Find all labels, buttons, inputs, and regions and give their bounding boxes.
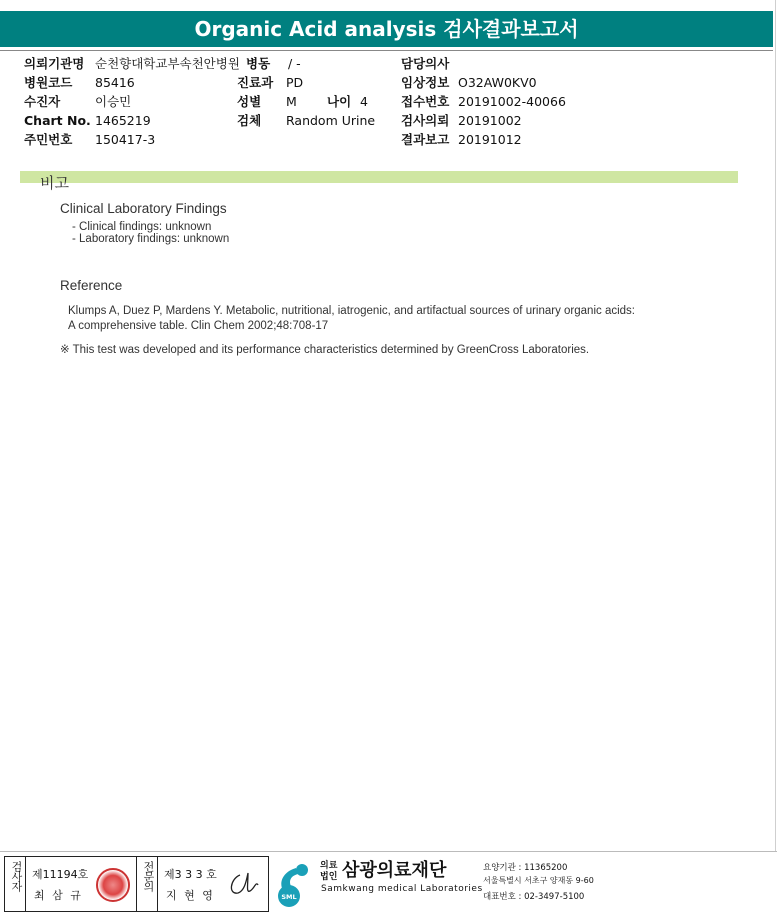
resident-no-value: 150417-3 (95, 132, 156, 147)
reference-title: Reference (60, 278, 123, 293)
findings-item: - Laboratory findings: unknown (72, 233, 230, 245)
org-address: 서울특별시 서초구 양재동 9-60 (483, 876, 594, 885)
specialist-label: 전문의 (142, 861, 155, 891)
examiner-seal (96, 868, 130, 902)
report-title-bar (0, 11, 773, 47)
clinical-info-label: 임상정보 (401, 75, 450, 90)
examiner-label: 검사자 (10, 861, 23, 891)
specialist-name: 지 현 영 (166, 889, 215, 902)
org-prefix: 의료법인 (320, 861, 338, 882)
sml-logo-icon (272, 860, 316, 908)
report-date-value: 20191012 (458, 132, 522, 147)
hospital-code-label: 병원코드 (24, 75, 73, 90)
request-date-label: 검사의뢰 (401, 113, 450, 128)
specimen-value: Random Urine (286, 113, 376, 128)
examiner-license: 제11194호 (32, 868, 89, 881)
chart-no-label: Chart No. (24, 113, 91, 128)
specialist-label-cell (137, 857, 158, 911)
report-date-label: 결과보고 (401, 132, 450, 147)
title-divider (0, 50, 773, 51)
reference-line: Klumps A, Duez P, Mardens Y. Metabolic, nutritional, iatrogenic, and artifactual sources of urinary organic acids: (68, 305, 635, 317)
report-title: Organic Acid analysis 검사결과보고서 (194, 17, 579, 41)
org-name: 삼광의료재단 (342, 860, 447, 881)
examiner-name: 최 삼 규 (34, 889, 83, 902)
care-institution-no: 요양기관 : 11365200 (483, 863, 568, 873)
org-phone: 대표번호 : 02-3497-5100 (483, 892, 585, 902)
sml-logo-text: SML (281, 893, 297, 901)
resident-no-label: 주민번호 (24, 132, 73, 147)
clinical-info-value: O32AW0KV0 (458, 75, 537, 90)
receipt-no-label: 접수번호 (401, 94, 450, 109)
reference-text (68, 304, 635, 334)
examinee-value: 이승민 (95, 94, 132, 109)
receipt-no-value: 20191002-40066 (458, 94, 566, 109)
findings-title: Clinical Laboratory Findings (60, 201, 227, 216)
reference-line: A comprehensive table. Clin Chem 2002;48:708-17 (68, 320, 329, 332)
specialist-license: 제3 3 3 호 (164, 868, 217, 881)
specialist-cell (158, 857, 268, 911)
specialist-signature (226, 867, 264, 901)
sex-label: 성별 (237, 94, 262, 109)
request-date-value: 20191002 (458, 113, 522, 128)
hospital-code-value: 85416 (95, 75, 135, 90)
sex-value: M (286, 94, 297, 109)
remarks-header-bar (20, 171, 738, 183)
findings-item: - Clinical findings: unknown (72, 221, 212, 233)
findings-list (72, 221, 229, 245)
examiner-cell (26, 857, 137, 911)
specimen-label: 검체 (237, 113, 262, 128)
org-english: Samkwang medical Laboratories (321, 884, 483, 894)
doctor-label: 담당의사 (401, 56, 450, 71)
ward-value: / - (288, 56, 301, 71)
institution-value: 순천향대학교부속천안병원 (95, 56, 240, 71)
dept-label: 진료과 (237, 75, 274, 90)
ward-label: 병동 (246, 56, 271, 71)
performance-note: ※ This test was developed and its performance characteristics determined by GreenCross Laboratories. (60, 344, 590, 356)
chart-no-value: 1465219 (95, 113, 151, 128)
institution-label: 의뢰기관명 (24, 56, 85, 71)
remarks-title: 비고 (40, 174, 69, 192)
examiner-label-cell (5, 857, 26, 911)
age-value: 4 (360, 94, 368, 109)
signature-box (4, 856, 269, 912)
footer-divider (0, 851, 777, 852)
examinee-label: 수진자 (24, 94, 61, 109)
dept-value: PD (286, 75, 304, 90)
age-label: 나이 (327, 94, 352, 109)
